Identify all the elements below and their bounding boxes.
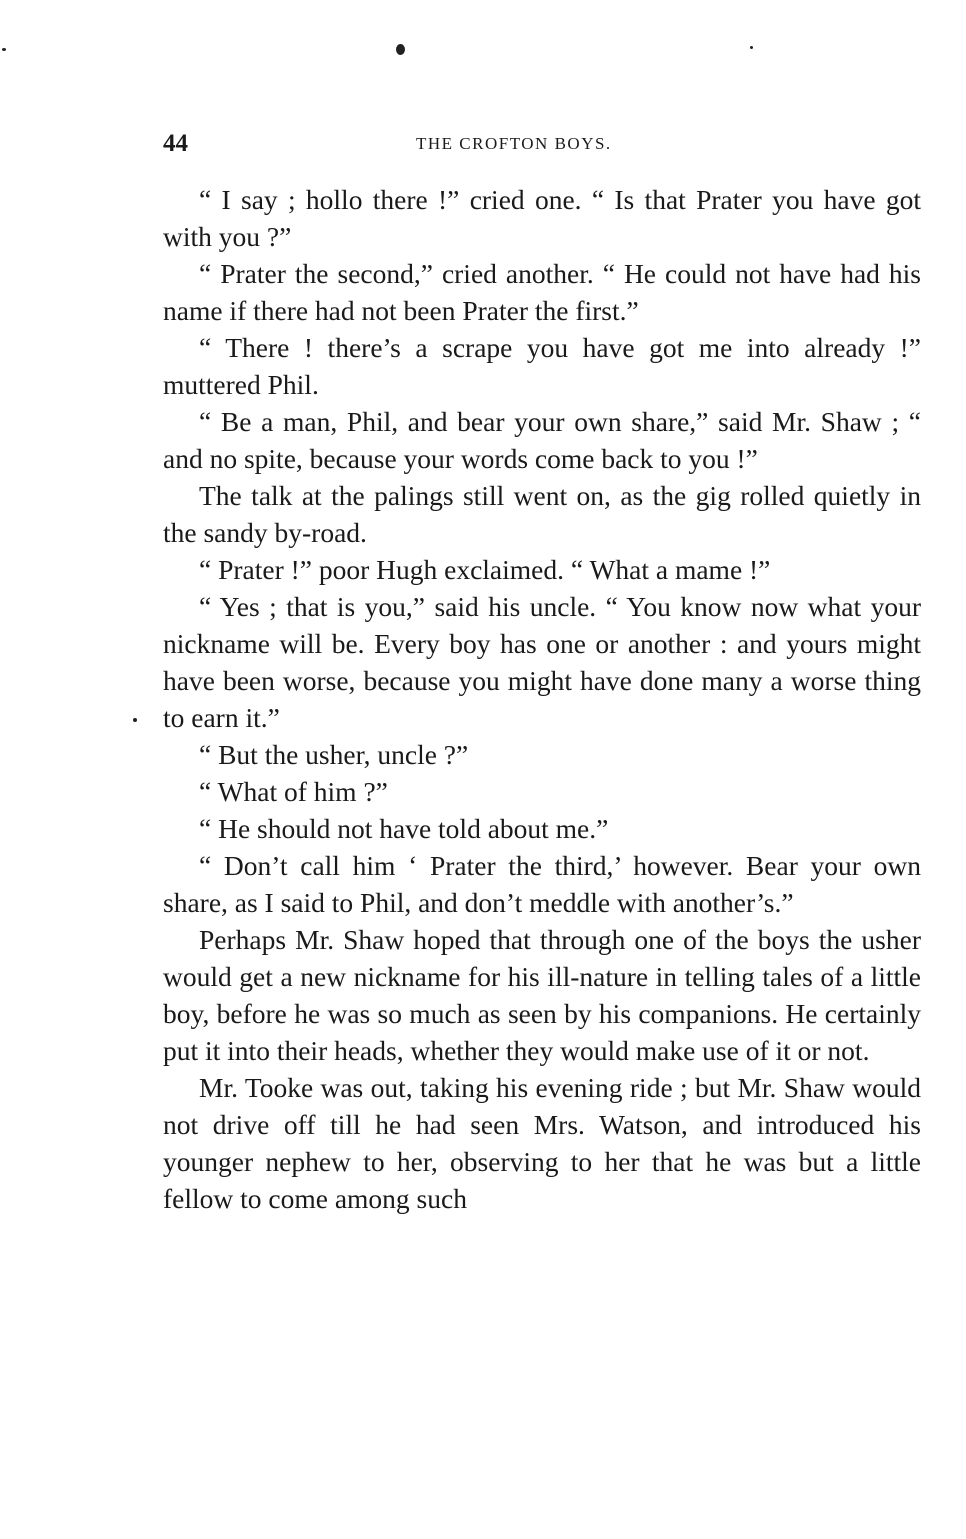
paragraph: “ Prater !” poor Hugh exclaimed. “ What a mame !” bbox=[199, 554, 771, 585]
paragraph: The talk at the palings still went on, as the gig rolled quietly in the sandy by-road. bbox=[163, 480, 921, 548]
ink-speck bbox=[396, 44, 405, 55]
paragraph: “ There ! there’s a scrape you have got me into already !” muttered Phil. bbox=[163, 332, 921, 400]
ink-speck bbox=[750, 46, 753, 49]
paragraph: “ Prater the second,” cried another. “ He could not have had his name if there had not been Prater the first.” bbox=[163, 258, 921, 326]
paragraph: Perhaps Mr. Shaw hoped that through one of the boys the usher would get a new nickname for his ill-nature in telling tales of a little boy, before he was so much as seen by his companions. He certainly put it into their heads, whether they would make use of it or not. bbox=[163, 924, 921, 1066]
paragraph: “ He should not have told about me.” bbox=[199, 813, 609, 844]
running-title: THE CROFTON BOYS. bbox=[416, 134, 612, 153]
body-text bbox=[163, 181, 921, 1217]
paragraph: “ Don’t call him ‘ Prater the third,’ however. Bear your own share, as I said to Phil, and don’t meddle with another’s.” bbox=[163, 850, 921, 918]
page-number: 44 bbox=[163, 130, 188, 157]
page-header bbox=[163, 130, 923, 160]
paragraph: “ But the usher, uncle ?” bbox=[199, 739, 469, 770]
ink-speck bbox=[2, 48, 6, 51]
paragraph: “ I say ; hollo there !” cried one. “ Is that Prater you have got with you ?” bbox=[163, 184, 921, 252]
paragraph: “ Yes ; that is you,” said his uncle. “ You know now what your nickname will be. Every boy has one or another : and yours might have been worse, because you might have done many a worse thing to earn it.” bbox=[163, 591, 921, 733]
paragraph: “ What of him ?” bbox=[199, 776, 388, 807]
paragraph: Mr. Tooke was out, taking his evening ride ; but Mr. Shaw would not drive off till he had seen Mrs. Watson, and introduced his younger nephew to her, observing to her that he was but a little fellow to come among such bbox=[163, 1072, 921, 1214]
ink-speck bbox=[133, 718, 137, 722]
paragraph: “ Be a man, Phil, and bear your own share,” said Mr. Shaw ; “ and no spite, because your words come back to you !” bbox=[163, 406, 921, 474]
